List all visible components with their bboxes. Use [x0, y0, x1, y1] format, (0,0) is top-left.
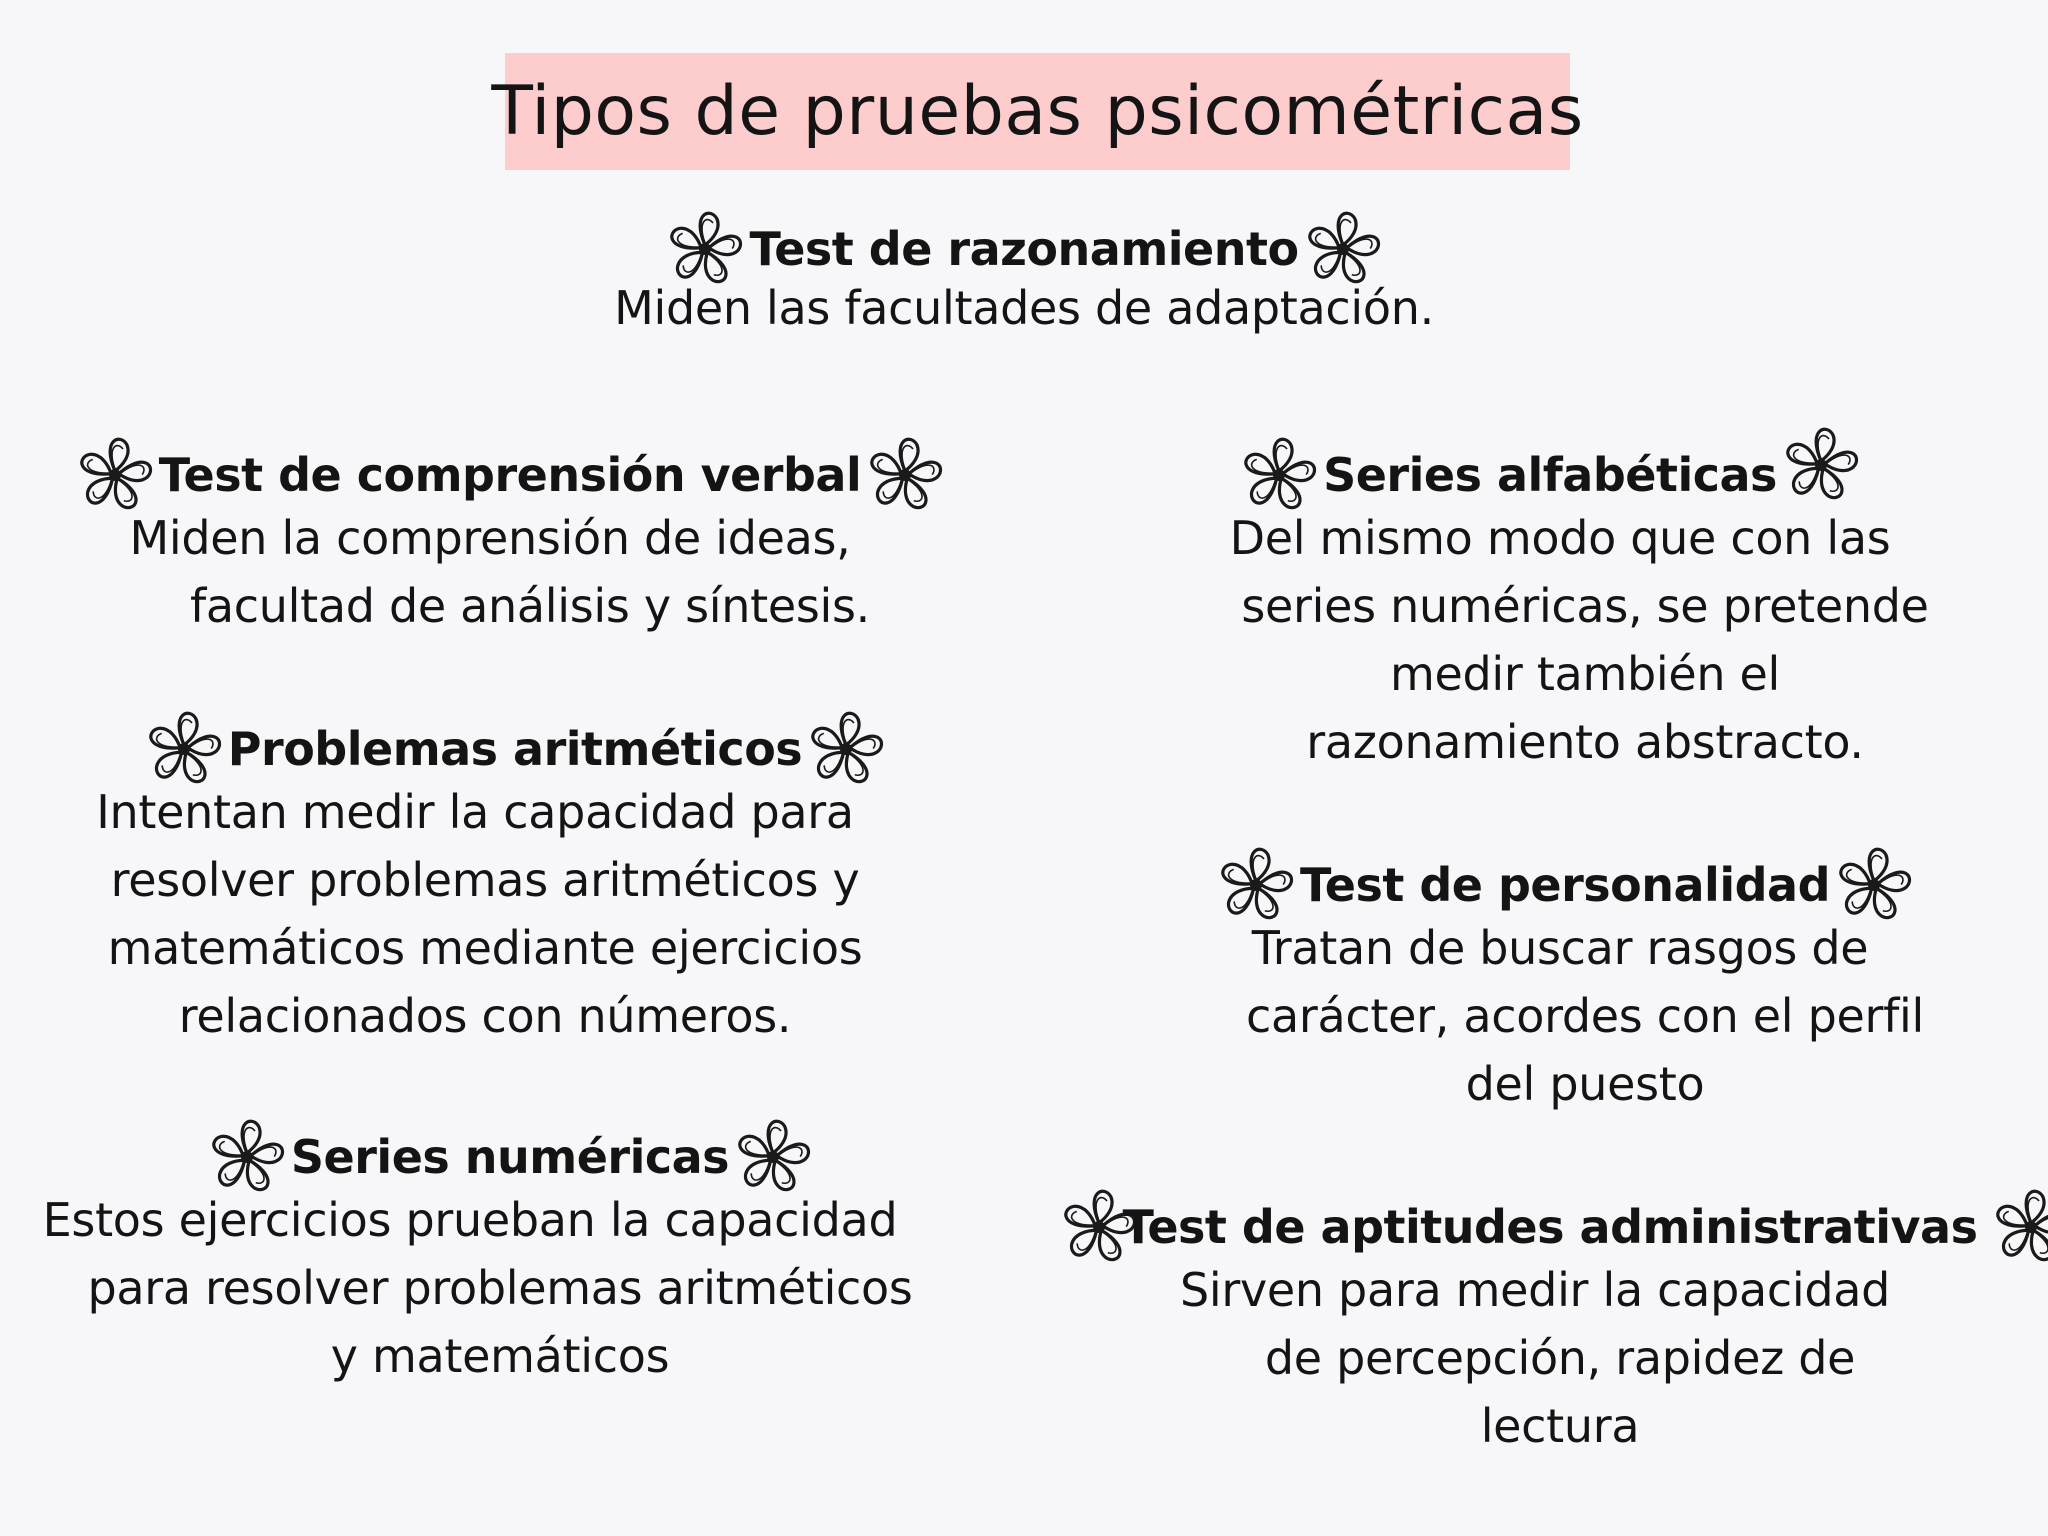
description-line: para resolver problemas aritméticos [87, 1261, 913, 1315]
description-line: relacionados con números. [178, 989, 792, 1043]
description-line: series numéricas, se pretende [1241, 579, 1929, 633]
section-alfabeticas [1150, 430, 2020, 776]
description-line: del puesto [1465, 1057, 1705, 1111]
section-description [524, 274, 1524, 342]
description-line: matemáticos mediante ejercicios [107, 921, 863, 975]
section-heading: Test de razonamiento [749, 222, 1299, 276]
section-verbal [60, 430, 960, 640]
section-administrativas [1090, 1182, 2040, 1460]
section-heading: Series alfabéticas [1323, 448, 1777, 502]
description-line: razonamiento abstracto. [1306, 715, 1864, 769]
description-line: de percepción, rapidez de [1264, 1331, 1856, 1385]
description-line: Sirven para medir la capacidad [1179, 1263, 1891, 1317]
section-personalidad [1150, 840, 2020, 1118]
description-line: facultad de análisis y síntesis. [189, 579, 871, 633]
section-heading: Test de aptitudes administrativas [1122, 1200, 1978, 1254]
section-description [1150, 504, 2020, 776]
description-line: Miden la comprensión de ideas, [129, 511, 851, 565]
flower-icon [861, 431, 949, 519]
title-banner [491, 53, 1584, 170]
section-description [60, 504, 960, 640]
section-razonamiento [524, 204, 1524, 342]
section-heading: Problemas aritméticos [227, 722, 803, 776]
page-title: Tipos de pruebas psicométricas [491, 72, 1584, 151]
section-numericas [42, 1112, 1060, 1390]
flower-icon [1987, 1183, 2048, 1271]
description-line: Del mismo modo que con las [1229, 511, 1891, 565]
description-line: lectura [1480, 1399, 1640, 1453]
description-line: y matemáticos [330, 1329, 670, 1383]
section-description [1150, 914, 2020, 1118]
flower-icon [1777, 421, 1865, 509]
description-line: resolver problemas aritméticos y [110, 853, 860, 907]
section-description [0, 1186, 1060, 1390]
description-line: Miden las facultades de adaptación. [614, 281, 1434, 335]
description-line: Intentan medir la capacidad para [96, 785, 854, 839]
description-line: Estos ejercicios prueban la capacidad [42, 1193, 898, 1247]
section-description [10, 778, 960, 1050]
section-heading: Series numéricas [290, 1130, 730, 1184]
section-heading: Test de personalidad [1299, 858, 1830, 912]
description-line: Tratan de buscar rasgos de [1251, 921, 1869, 975]
description-line: medir también el [1390, 647, 1780, 701]
section-aritmeticos [96, 704, 960, 1050]
section-heading: Test de comprensión verbal [158, 448, 862, 502]
description-line: carácter, acordes con el perfil [1246, 989, 1924, 1043]
section-description [1080, 1256, 2040, 1460]
